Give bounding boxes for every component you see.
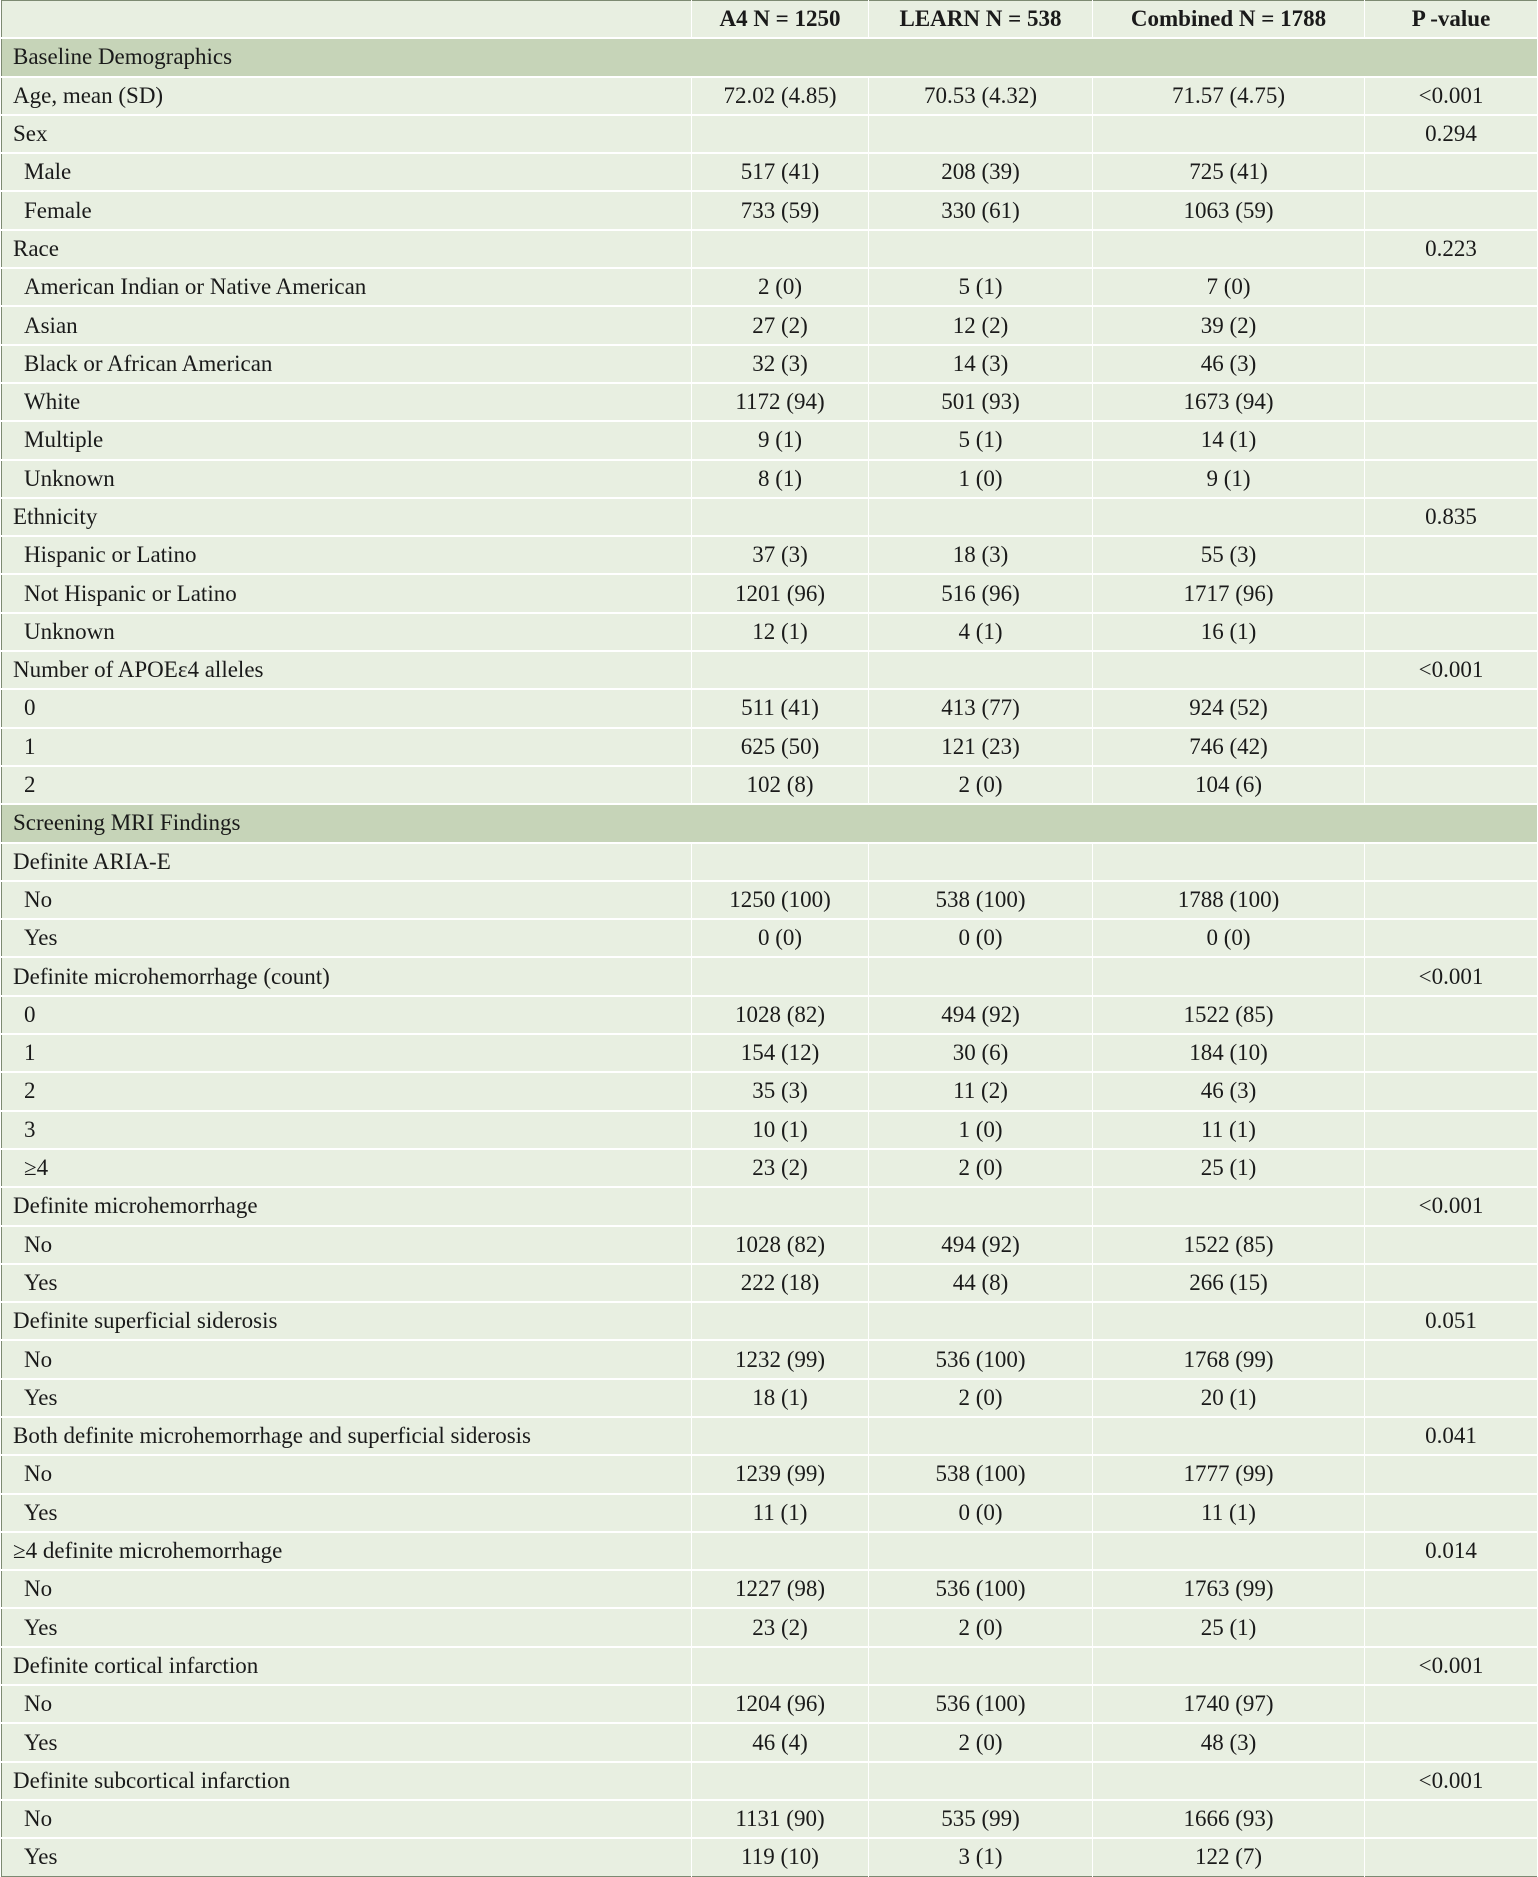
- cell-a4: 35 (3): [692, 1072, 869, 1110]
- data-table: [1, 0, 1538, 1877]
- cell-a4: 119 (10): [692, 1838, 869, 1876]
- row-label: Unknown: [2, 613, 692, 651]
- cell-a4: [692, 843, 869, 881]
- cell-a4: [692, 1532, 869, 1570]
- cell-p-value: [1365, 1685, 1538, 1723]
- cell-a4: 1131 (90): [692, 1800, 869, 1838]
- cell-combined: [1093, 498, 1365, 536]
- cell-combined: 104 (6): [1093, 766, 1365, 804]
- table-subrow: [2, 1111, 1538, 1149]
- cell-p-value: [1365, 766, 1538, 804]
- table-subrow: [2, 306, 1538, 344]
- row-label: Black or African American: [2, 345, 692, 383]
- cell-learn: 3 (1): [869, 1838, 1093, 1876]
- cell-learn: [869, 1187, 1093, 1225]
- cell-learn: [869, 651, 1093, 689]
- cell-p-value: [1365, 268, 1538, 306]
- table-row: [2, 230, 1538, 268]
- header-a4: A4 N = 1250: [692, 1, 869, 39]
- row-label: Multiple: [2, 421, 692, 459]
- cell-p-value: [1365, 919, 1538, 957]
- cell-learn: [869, 1532, 1093, 1570]
- cell-learn: 121 (23): [869, 728, 1093, 766]
- cell-p-value: <0.001: [1365, 651, 1538, 689]
- cell-learn: 2 (0): [869, 1723, 1093, 1761]
- cell-p-value: [1365, 1264, 1538, 1302]
- table-subrow: [2, 1723, 1538, 1761]
- cell-p-value: [1365, 1608, 1538, 1646]
- table-subrow: [2, 1034, 1538, 1072]
- cell-a4: 72.02 (4.85): [692, 77, 869, 115]
- cell-a4: 46 (4): [692, 1723, 869, 1761]
- row-label: Definite ARIA-E: [2, 843, 692, 881]
- cell-a4: [692, 1302, 869, 1340]
- cell-combined: 11 (1): [1093, 1111, 1365, 1149]
- cell-combined: 1740 (97): [1093, 1685, 1365, 1723]
- cell-combined: 1666 (93): [1093, 1800, 1365, 1838]
- table-subrow: [2, 1570, 1538, 1608]
- row-label: ≥4 definite microhemorrhage: [2, 1532, 692, 1570]
- cell-a4: 9 (1): [692, 421, 869, 459]
- cell-a4: [692, 498, 869, 536]
- row-label: Yes: [2, 1608, 692, 1646]
- row-label: No: [2, 1226, 692, 1264]
- cell-p-value: [1365, 1111, 1538, 1149]
- cell-a4: [692, 1417, 869, 1455]
- row-label: No: [2, 1800, 692, 1838]
- cell-combined: 725 (41): [1093, 153, 1365, 191]
- cell-a4: 12 (1): [692, 613, 869, 651]
- cell-learn: 516 (96): [869, 574, 1093, 612]
- cell-combined: 1673 (94): [1093, 383, 1365, 421]
- cell-a4: 1204 (96): [692, 1685, 869, 1723]
- cell-learn: 413 (77): [869, 689, 1093, 727]
- cell-learn: 501 (93): [869, 383, 1093, 421]
- cell-a4: [692, 115, 869, 153]
- table-subrow: [2, 536, 1538, 574]
- cell-combined: 746 (42): [1093, 728, 1365, 766]
- cell-a4: 1227 (98): [692, 1570, 869, 1608]
- cell-learn: 536 (100): [869, 1685, 1093, 1723]
- table-subrow: [2, 153, 1538, 191]
- cell-combined: 16 (1): [1093, 613, 1365, 651]
- cell-learn: 536 (100): [869, 1570, 1093, 1608]
- cell-p-value: [1365, 153, 1538, 191]
- cell-combined: 0 (0): [1093, 919, 1365, 957]
- row-label: ≥4: [2, 1149, 692, 1187]
- cell-p-value: <0.001: [1365, 1187, 1538, 1225]
- cell-a4: [692, 957, 869, 995]
- table-subrow: [2, 268, 1538, 306]
- row-label: 1: [2, 728, 692, 766]
- cell-combined: 1777 (99): [1093, 1455, 1365, 1493]
- cell-p-value: 0.294: [1365, 115, 1538, 153]
- table-subrow: [2, 1264, 1538, 1302]
- cell-a4: [692, 1762, 869, 1800]
- cell-a4: 1232 (99): [692, 1340, 869, 1378]
- row-label: No: [2, 1340, 692, 1378]
- cell-a4: 11 (1): [692, 1494, 869, 1532]
- row-label: 3: [2, 1111, 692, 1149]
- row-label: 1: [2, 1034, 692, 1072]
- cell-learn: 5 (1): [869, 421, 1093, 459]
- table-subrow: [2, 766, 1538, 804]
- cell-combined: 25 (1): [1093, 1149, 1365, 1187]
- table-row: [2, 1302, 1538, 1340]
- cell-learn: 2 (0): [869, 1608, 1093, 1646]
- cell-p-value: [1365, 1149, 1538, 1187]
- cell-p-value: [1365, 1838, 1538, 1876]
- cell-combined: 1717 (96): [1093, 574, 1365, 612]
- cell-learn: 494 (92): [869, 996, 1093, 1034]
- table-row: [2, 1187, 1538, 1225]
- table-subrow: [2, 919, 1538, 957]
- cell-p-value: [1365, 1494, 1538, 1532]
- cell-learn: 494 (92): [869, 1226, 1093, 1264]
- cell-learn: [869, 1302, 1093, 1340]
- cell-learn: [869, 1647, 1093, 1685]
- cell-combined: [1093, 651, 1365, 689]
- cell-combined: 14 (1): [1093, 421, 1365, 459]
- cell-combined: 39 (2): [1093, 306, 1365, 344]
- table-subrow: [2, 460, 1538, 498]
- row-label: No: [2, 1685, 692, 1723]
- cell-learn: [869, 1417, 1093, 1455]
- row-label: Yes: [2, 1723, 692, 1761]
- cell-combined: 1063 (59): [1093, 191, 1365, 229]
- row-label: Age, mean (SD): [2, 77, 692, 115]
- cell-p-value: [1365, 1379, 1538, 1417]
- cell-combined: 9 (1): [1093, 460, 1365, 498]
- cell-p-value: [1365, 574, 1538, 612]
- cell-p-value: [1365, 383, 1538, 421]
- table-row: [2, 498, 1538, 536]
- cell-learn: 1 (0): [869, 1111, 1093, 1149]
- row-label: 0: [2, 689, 692, 727]
- row-label: Yes: [2, 1494, 692, 1532]
- cell-p-value: [1365, 306, 1538, 344]
- cell-learn: 4 (1): [869, 613, 1093, 651]
- cell-combined: 46 (3): [1093, 345, 1365, 383]
- cell-p-value: [1365, 1800, 1538, 1838]
- cell-p-value: 0.051: [1365, 1302, 1538, 1340]
- cell-p-value: [1365, 996, 1538, 1034]
- cell-learn: 5 (1): [869, 268, 1093, 306]
- table-subrow: [2, 613, 1538, 651]
- cell-a4: [692, 651, 869, 689]
- table-subrow: [2, 728, 1538, 766]
- table-subrow: [2, 1455, 1538, 1493]
- cell-learn: 0 (0): [869, 919, 1093, 957]
- cell-combined: [1093, 1532, 1365, 1570]
- cell-a4: 625 (50): [692, 728, 869, 766]
- cell-p-value: <0.001: [1365, 77, 1538, 115]
- table-subrow: [2, 191, 1538, 229]
- cell-learn: 330 (61): [869, 191, 1093, 229]
- cell-learn: [869, 843, 1093, 881]
- cell-learn: 535 (99): [869, 1800, 1093, 1838]
- row-label: Yes: [2, 1379, 692, 1417]
- cell-p-value: [1365, 1723, 1538, 1761]
- cell-p-value: [1365, 536, 1538, 574]
- table-body: [2, 38, 1538, 1876]
- cell-a4: 733 (59): [692, 191, 869, 229]
- cell-combined: 266 (15): [1093, 1264, 1365, 1302]
- cell-combined: [1093, 230, 1365, 268]
- cell-p-value: <0.001: [1365, 1762, 1538, 1800]
- row-label: White: [2, 383, 692, 421]
- table-subrow: [2, 1685, 1538, 1723]
- cell-p-value: [1365, 1034, 1538, 1072]
- cell-a4: 18 (1): [692, 1379, 869, 1417]
- table-subrow: [2, 1494, 1538, 1532]
- row-label: Yes: [2, 919, 692, 957]
- table-subrow: [2, 1608, 1538, 1646]
- cell-learn: [869, 498, 1093, 536]
- cell-p-value: [1365, 1570, 1538, 1608]
- cell-learn: 70.53 (4.32): [869, 77, 1093, 115]
- cell-combined: 7 (0): [1093, 268, 1365, 306]
- cell-p-value: 0.041: [1365, 1417, 1538, 1455]
- cell-learn: 208 (39): [869, 153, 1093, 191]
- row-label: Yes: [2, 1264, 692, 1302]
- table-subrow: [2, 1800, 1538, 1838]
- cell-combined: 71.57 (4.75): [1093, 77, 1365, 115]
- cell-learn: 538 (100): [869, 1455, 1093, 1493]
- row-label: Male: [2, 153, 692, 191]
- cell-a4: 1250 (100): [692, 881, 869, 919]
- cell-learn: [869, 115, 1093, 153]
- cell-learn: 44 (8): [869, 1264, 1093, 1302]
- row-label: Race: [2, 230, 692, 268]
- table-subrow: [2, 1340, 1538, 1378]
- row-label: Definite subcortical infarction: [2, 1762, 692, 1800]
- cell-learn: [869, 957, 1093, 995]
- cell-p-value: [1365, 460, 1538, 498]
- cell-combined: [1093, 1417, 1365, 1455]
- table-subrow: [2, 881, 1538, 919]
- row-label: No: [2, 1455, 692, 1493]
- cell-p-value: <0.001: [1365, 957, 1538, 995]
- cell-p-value: [1365, 881, 1538, 919]
- cell-learn: 2 (0): [869, 1149, 1093, 1187]
- row-label: Hispanic or Latino: [2, 536, 692, 574]
- cell-a4: 27 (2): [692, 306, 869, 344]
- cell-p-value: [1365, 1072, 1538, 1110]
- cell-a4: 2 (0): [692, 268, 869, 306]
- cell-a4: 1028 (82): [692, 996, 869, 1034]
- section-title: Baseline Demographics: [2, 38, 1538, 76]
- cell-a4: 517 (41): [692, 153, 869, 191]
- cell-combined: 1768 (99): [1093, 1340, 1365, 1378]
- cell-a4: 8 (1): [692, 460, 869, 498]
- cell-a4: 102 (8): [692, 766, 869, 804]
- cell-p-value: [1365, 613, 1538, 651]
- cell-learn: 2 (0): [869, 766, 1093, 804]
- cell-combined: 1788 (100): [1093, 881, 1365, 919]
- cell-combined: 1522 (85): [1093, 1226, 1365, 1264]
- table-subrow: [2, 1838, 1538, 1876]
- table-row: [2, 1647, 1538, 1685]
- cell-a4: 23 (2): [692, 1608, 869, 1646]
- row-label: 0: [2, 996, 692, 1034]
- section-header-row: [2, 804, 1538, 842]
- row-label: Definite superficial siderosis: [2, 1302, 692, 1340]
- cell-a4: 37 (3): [692, 536, 869, 574]
- row-label: Unknown: [2, 460, 692, 498]
- cell-p-value: [1365, 1455, 1538, 1493]
- row-label: Definite cortical infarction: [2, 1647, 692, 1685]
- row-label: Number of APOEε4 alleles: [2, 651, 692, 689]
- cell-p-value: [1365, 689, 1538, 727]
- table-subrow: [2, 1379, 1538, 1417]
- table-row: [2, 957, 1538, 995]
- cell-p-value: 0.835: [1365, 498, 1538, 536]
- cell-learn: 536 (100): [869, 1340, 1093, 1378]
- row-label: Definite microhemorrhage (count): [2, 957, 692, 995]
- cell-combined: [1093, 1762, 1365, 1800]
- cell-combined: 1763 (99): [1093, 1570, 1365, 1608]
- cell-a4: 32 (3): [692, 345, 869, 383]
- table-subrow: [2, 1072, 1538, 1110]
- row-label: Both definite microhemorrhage and superficial siderosis: [2, 1417, 692, 1455]
- table-subrow: [2, 574, 1538, 612]
- row-label: 2: [2, 766, 692, 804]
- table-row: [2, 843, 1538, 881]
- cell-p-value: [1365, 1226, 1538, 1264]
- cell-combined: [1093, 957, 1365, 995]
- cell-a4: 1239 (99): [692, 1455, 869, 1493]
- header-p-value: P -value: [1365, 1, 1538, 39]
- row-label: No: [2, 881, 692, 919]
- cell-learn: 2 (0): [869, 1379, 1093, 1417]
- cell-a4: 23 (2): [692, 1149, 869, 1187]
- row-label: Not Hispanic or Latino: [2, 574, 692, 612]
- cell-p-value: [1365, 728, 1538, 766]
- cell-learn: 11 (2): [869, 1072, 1093, 1110]
- cell-combined: 1522 (85): [1093, 996, 1365, 1034]
- table-row: [2, 651, 1538, 689]
- row-label: Sex: [2, 115, 692, 153]
- cell-combined: 20 (1): [1093, 1379, 1365, 1417]
- section-title: Screening MRI Findings: [2, 804, 1538, 842]
- cell-combined: 46 (3): [1093, 1072, 1365, 1110]
- row-label: 2: [2, 1072, 692, 1110]
- cell-p-value: [1365, 421, 1538, 459]
- cell-a4: 154 (12): [692, 1034, 869, 1072]
- section-header-row: [2, 38, 1538, 76]
- cell-combined: 25 (1): [1093, 1608, 1365, 1646]
- cell-combined: 184 (10): [1093, 1034, 1365, 1072]
- cell-a4: 10 (1): [692, 1111, 869, 1149]
- table-subrow: [2, 689, 1538, 727]
- cell-a4: 511 (41): [692, 689, 869, 727]
- cell-learn: [869, 1762, 1093, 1800]
- row-label: No: [2, 1570, 692, 1608]
- cell-a4: 1028 (82): [692, 1226, 869, 1264]
- cell-p-value: [1365, 843, 1538, 881]
- cell-p-value: 0.223: [1365, 230, 1538, 268]
- cell-a4: [692, 230, 869, 268]
- cell-combined: 924 (52): [1093, 689, 1365, 727]
- cell-combined: [1093, 1187, 1365, 1225]
- cell-a4: 0 (0): [692, 919, 869, 957]
- cell-learn: 538 (100): [869, 881, 1093, 919]
- table-row: [2, 115, 1538, 153]
- cell-combined: [1093, 115, 1365, 153]
- cell-p-value: [1365, 345, 1538, 383]
- row-label: Yes: [2, 1838, 692, 1876]
- table-subrow: [2, 383, 1538, 421]
- table-row: [2, 77, 1538, 115]
- header-blank: [2, 1, 692, 39]
- cell-combined: 55 (3): [1093, 536, 1365, 574]
- cell-learn: 30 (6): [869, 1034, 1093, 1072]
- header-learn: LEARN N = 538: [869, 1, 1093, 39]
- cell-a4: 222 (18): [692, 1264, 869, 1302]
- row-label: American Indian or Native American: [2, 268, 692, 306]
- table-row: [2, 1762, 1538, 1800]
- cell-combined: 11 (1): [1093, 1494, 1365, 1532]
- row-label: Female: [2, 191, 692, 229]
- cell-combined: [1093, 1302, 1365, 1340]
- cell-a4: 1201 (96): [692, 574, 869, 612]
- cell-a4: 1172 (94): [692, 383, 869, 421]
- header-combined: Combined N = 1788: [1093, 1, 1365, 39]
- cell-learn: 14 (3): [869, 345, 1093, 383]
- row-label: Ethnicity: [2, 498, 692, 536]
- table-subrow: [2, 421, 1538, 459]
- cell-learn: 1 (0): [869, 460, 1093, 498]
- table-subrow: [2, 1149, 1538, 1187]
- cell-learn: [869, 230, 1093, 268]
- cell-p-value: <0.001: [1365, 1647, 1538, 1685]
- cell-p-value: [1365, 1340, 1538, 1378]
- row-label: Asian: [2, 306, 692, 344]
- table-row: [2, 1417, 1538, 1455]
- table-subrow: [2, 345, 1538, 383]
- cell-a4: [692, 1187, 869, 1225]
- cell-p-value: 0.014: [1365, 1532, 1538, 1570]
- cell-combined: [1093, 843, 1365, 881]
- cell-learn: 12 (2): [869, 306, 1093, 344]
- cell-combined: [1093, 1647, 1365, 1685]
- row-label: Definite microhemorrhage: [2, 1187, 692, 1225]
- header-row: [2, 1, 1538, 39]
- cell-combined: 48 (3): [1093, 1723, 1365, 1761]
- cell-p-value: [1365, 191, 1538, 229]
- cell-learn: 0 (0): [869, 1494, 1093, 1532]
- cell-combined: 122 (7): [1093, 1838, 1365, 1876]
- cell-a4: [692, 1647, 869, 1685]
- table-subrow: [2, 1226, 1538, 1264]
- table-subrow: [2, 996, 1538, 1034]
- cell-learn: 18 (3): [869, 536, 1093, 574]
- table-row: [2, 1532, 1538, 1570]
